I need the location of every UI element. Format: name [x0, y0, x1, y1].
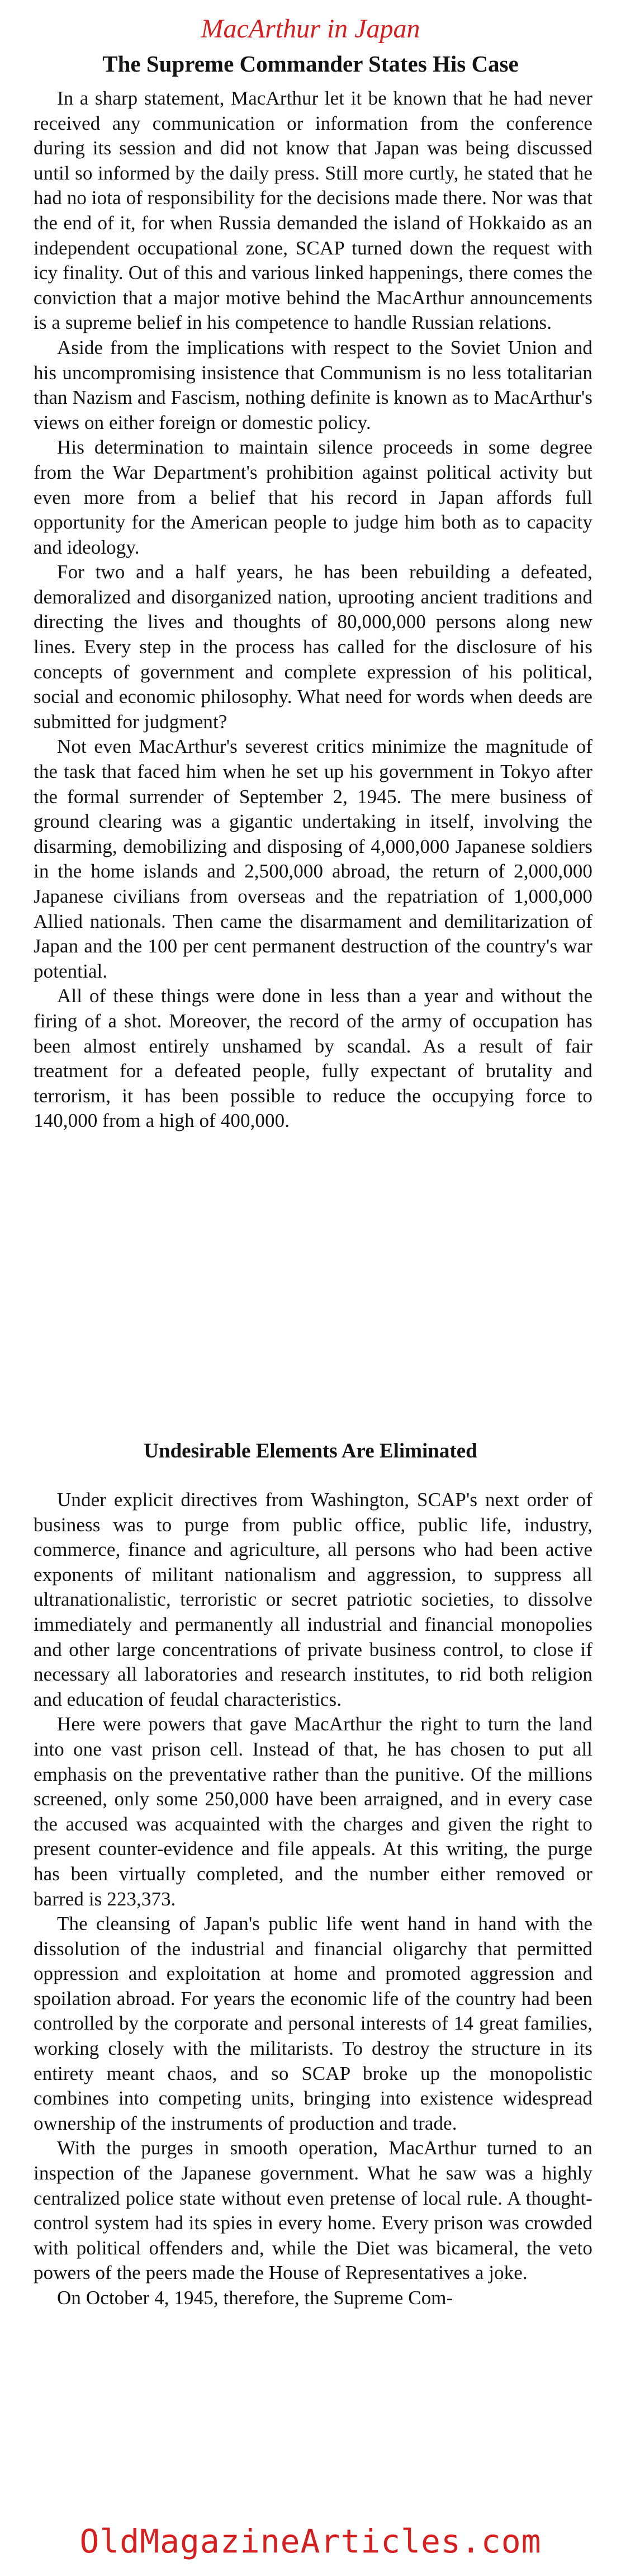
- paragraph: In a sharp statement, MacArthur let it be known that he had never received any communication or information from the conference during its session and did not know that Japan was being discussed until so informed by the daily press. Still more curtly, he stated that he had no iota of responsibility for the decisions made there. Nor was that the end of it, for when Russia demanded the island of Hokkaido as an independent occupational zone, SCAP turned down the request with icy finality. Out of this and various linked happenings, there comes the conviction that a major motive behind the MacArthur announcements is a supreme belief in his competence to handle Russian relations.: [34, 87, 592, 334]
- paragraph: Not even MacArthur's severest critics minimize the magnitude of the task that faced him when he set up his government in Tokyo after the formal surrender of September 2, 1945. The mere business of ground clearing was a gigantic undertaking in itself, involving the disarming, demobilizing and disposing of 4,000,000 Japanese soldiers in the home islands and 2,500,000 abroad, the return of 2,000,000 Japanese civilians from overseas and the repatriation of 1,000,000 Allied nationals. Then came the disarmament and demilitarization of Japan and the 100 per cent permanent destruction of the country's war potential.: [34, 735, 592, 982]
- paragraph: With the purges in smooth operation, MacArthur turned to an inspection of the Japanese government. What he saw was a highly centralized police state without even pretense of local rule. A thought-control system had its spies in every home. Every prison was crowded with political offenders and, while the Diet was bicameral, the veto powers of the peers made the House of Representatives a joke.: [34, 2137, 592, 2284]
- paragraph: Under explicit directives from Washington, SCAP's next order of business was to purge from public office, public life, industry, commerce, finance and agriculture, all persons who had been active exponents of militant nationalism and aggression, to suppress all ultranationalistic, terroristic or secret patriotic societies, to dissolve immediately and permanently all industrial and financial monopolies and other large concentrations of private business control, to close if necessary all laboratories and research institutes, to rid both religion and education of feudal characteristics.: [34, 1489, 592, 1710]
- paragraph: On October 4, 1945, therefore, the Supreme Com-: [57, 2287, 453, 2309]
- article-body: [34, 86, 592, 1134]
- paragraph: Aside from the implications with respect to the Soviet Union and his uncompromising insistence that Communism is no less totalitarian than Nazism and Fascism, nothing definite is known as to MacArthur's views on either foreign or domestic policy.: [34, 336, 592, 433]
- section-heading: The Supreme Commander States His Case: [102, 51, 519, 77]
- paragraph: All of these things were done in less than a year and without the firing of a shot. Moreover, the record of the army of occupation has been almost entirely unshamed by scandal. As a result of fair treatment for a defeated people, fully expectant of brutality and terrorism, it has been possible to reduce the occupying force to 140,000 from a high of 400,000.: [34, 985, 592, 1132]
- paragraph: Here were powers that gave MacArthur the right to turn the land into one vast prison cell. Instead of that, he has chosen to put all emphasis on the preventative rather than the punitive. Of the millions screened, only some 250,000 have been arraigned, and in every case the accused was acquainted with the charges and given the right to present counter-evidence and file appeals. At this writing, the purge has been virtually completed, and the number either removed or barred is 223,373.: [34, 1713, 592, 1910]
- site-watermark: OldMagazineArticles.com: [79, 2522, 542, 2560]
- article-kicker: MacArthur in Japan: [201, 14, 420, 44]
- paragraph: His determination to maintain silence proceeds in some degree from the War Department's prohibition against political activity but even more from a belief that his record in Japan affords full opportunity for the American people to judge him both as to capacity and ideology.: [34, 436, 592, 558]
- paragraph: For two and a half years, he has been rebuilding a defeated, demoralized and disorganized nation, uprooting ancient traditions and directing the lives and thoughts of 80,000,000 persons along new lines. Every step in the process has called for the disclosure of his concepts of government and complete expression of his political, social and economic philosophy. What need for words when deeds are submitted for judgment?: [34, 561, 592, 733]
- article-body: [34, 1488, 592, 2311]
- paragraph: The cleansing of Japan's public life went hand in hand with the dissolution of the industrial and financial oligarchy that permitted oppression and exploitation at home and promoted aggression and spoilation abroad. For years the economic life of the country had been controlled by the corporate and personal interests of 14 great families, working closely with the militarists. To destroy the structure in its entirety meant chaos, and so SCAP broke up the monopolistic combines into competing units, bringing into existence widespread ownership of the instruments of production and trade.: [34, 1913, 592, 2134]
- section-heading: Undesirable Elements Are Eliminated: [144, 1440, 477, 1462]
